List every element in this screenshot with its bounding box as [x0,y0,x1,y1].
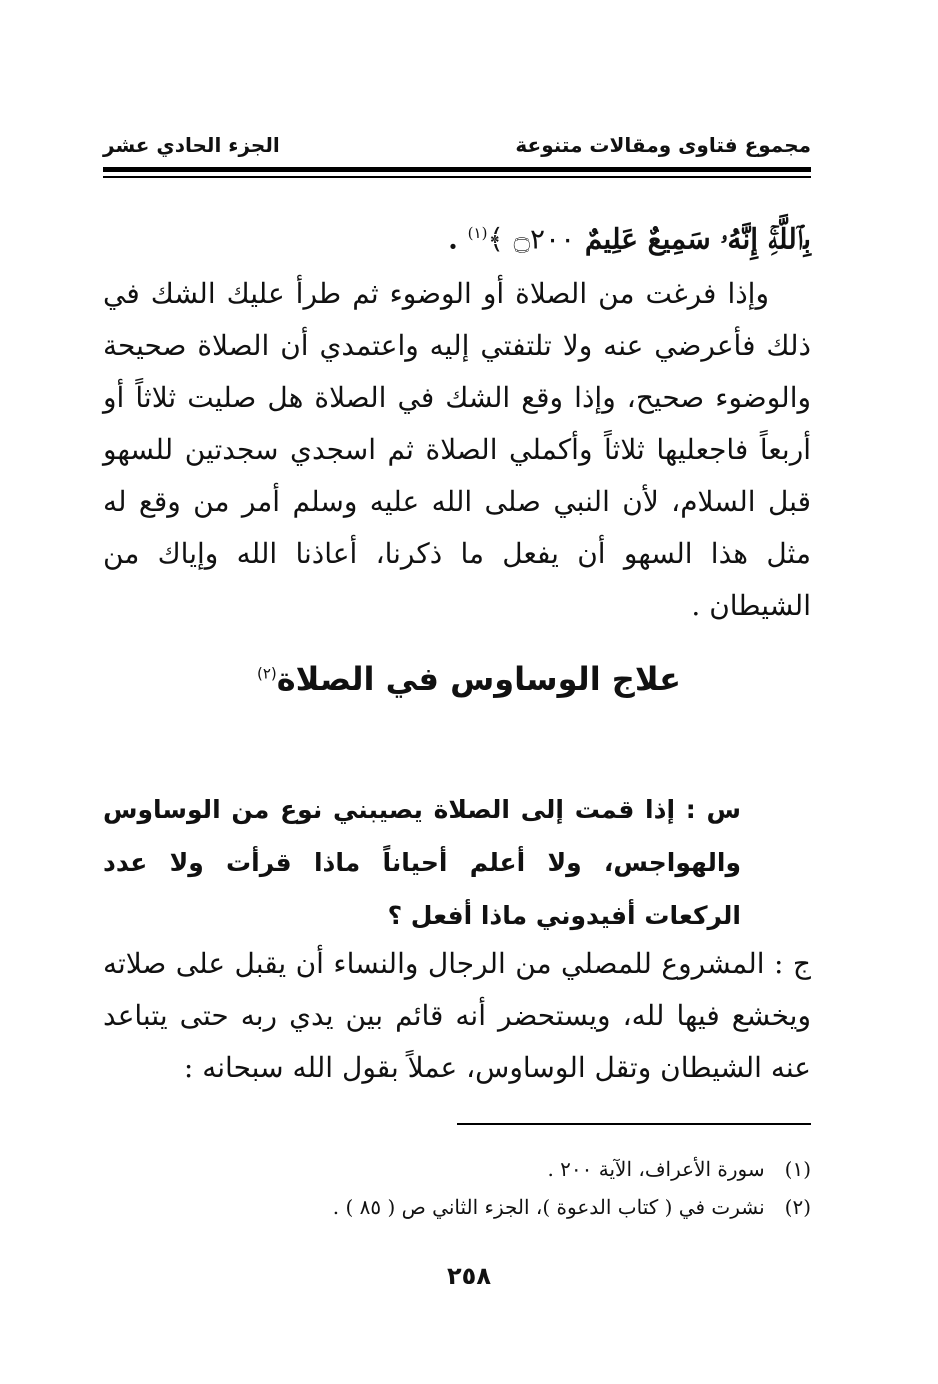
book-title: مجموع فتاوى ومقالات متنوعة [515,133,811,157]
footnote-ref-2: (٢) [256,664,277,683]
section-heading [0,660,938,698]
footnote-separator [457,1123,811,1125]
quran-verse [111,208,811,264]
verse-text: بِٱللَّهِۚ إِنَّهُۥ سَمِيعٌ عَلِيمٌ [584,222,811,256]
page-number: ٢٥٨ [447,1262,491,1290]
answer-text: ج : المشروع للمصلي من الرجال والنساء أن يقبل على صلاته ويخشع فيها لله، ويستحضر أنه قائم بين يدي ربه حتى يتباعد عنه الشيطان وتقل الوساوس، عملاً بقول الله سبحانه : [103,947,811,1084]
footnote-number: (١) [784,1157,811,1181]
paragraph-1: وإذا فرغت من الصلاة أو الوضوء ثم طرأ عليك الشك في ذلك فأعرضي عنه ولا تلتفتي إليه واعتمدي أن الصلاة صحيحة والوضوء صحيح، وإذا وقع الشك في الصلاة هل صليت ثلاثاً أو أربعاً فاجعليها ثلاثاً وأكملي الصلاة ثم اسجدي سجدتين للسهو قبل السلام، لأن النبي صلى الله عليه وسلم أمر من وقع له مثل هذا السهو أن يفعل ما ذكرنا، أعاذنا الله وإياك من الشيطان . [103,277,811,622]
volume-label: الجزء الحادي عشر [103,133,280,157]
footnotes [103,1150,811,1226]
footnote-ref-1: (١) [467,224,488,242]
ayah-marker: ۝٢٠٠ [513,222,576,256]
verse-close-bracket: ﴾ [487,222,504,256]
section-heading-text: علاج الوساوس في الصلاة [276,660,682,698]
footnote-text: نشرت في ( كتاب الدعوة )، الجزء الثاني ص ( ٨٥ ) . [332,1195,765,1219]
footnote-item [103,1150,811,1188]
verse-end: . [448,222,458,256]
header-rule-thin [103,176,811,178]
footnote-number: (٢) [784,1195,811,1219]
footnote-text: سورة الأعراف، الآية ٢٠٠ . [547,1157,765,1181]
question-text: س : إذا قمت إلى الصلاة يصيبني نوع من الوساوس والهواجس، ولا أعلم أحياناً ماذا قرأت ولا عدد الركعات أفيدوني ماذا أفعل ؟ [103,795,741,930]
running-header [103,128,811,162]
footnote-item [103,1188,811,1226]
header-rule-thick [103,167,811,172]
